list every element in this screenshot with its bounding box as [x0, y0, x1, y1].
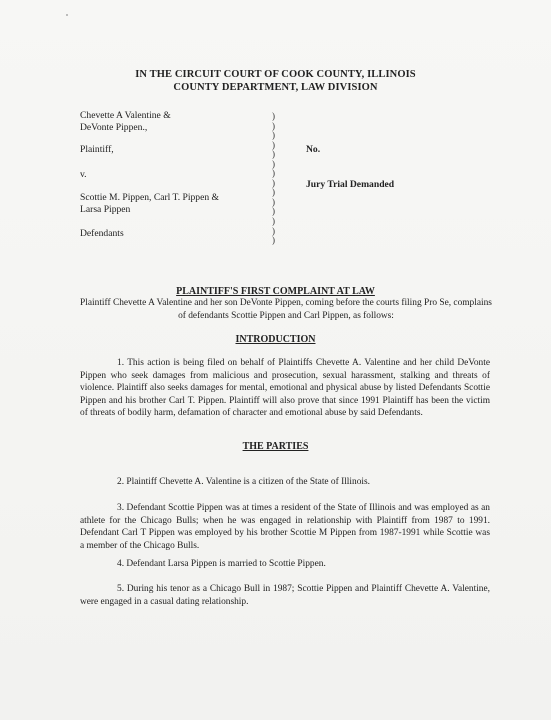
plaintiff-name-line2: DeVonte Pippen., [80, 122, 148, 133]
defendant-name-line2: Larsa Pippen [80, 204, 131, 215]
plaintiff-name-line1: Chevette A Valentine & [80, 110, 171, 121]
defendants-label: Defendants [80, 228, 124, 239]
case-number-label: No. [306, 144, 321, 155]
paragraph-2: 2. Plaintiff Chevette A. Valentine is a citizen of the State of Illinois. [117, 477, 370, 487]
court-header [0, 68, 551, 94]
complaint-intro: Plaintiff Chevette A Valentine and her son DeVonte Pippen, coming before the courts filing Pro Se, complains of defendants Scottie Pippen and Carl Pippen, as follows: [80, 298, 492, 321]
court-name: IN THE CIRCUIT COURT OF COOK COUNTY, ILLINOIS [135, 69, 416, 80]
paragraph-4: 4. Defendant Larsa Pippen is married to Scottie Pippen. [117, 559, 326, 569]
parties-heading: THE PARTIES [242, 441, 309, 452]
paragraph-3: 3. Defendant Scottie Pippen was at times a resident of the State of Illinois and was employed as an athlete for the Chicago Bulls; when he was engaged in relationship with Plaintiff from 1987 to 1991. Defendant Carl T Pippen was employed by his brother Scottie M Pippen from 1987-1991 while Scottie was a member of the Chicago Bulls. [80, 503, 490, 551]
introduction-heading: INTRODUCTION [235, 334, 316, 345]
scan-speck [66, 14, 68, 16]
jury-demand: Jury Trial Demanded [306, 179, 395, 190]
versus-label: v. [80, 169, 87, 180]
paragraph-5: 5. During his tenor as a Chicago Bull in 1987; Scottie Pippen and Plaintiff Chevette A. Valentine, were engaged in a casual dating relationship. [80, 584, 490, 607]
complaint-title: PLAINTIFF'S FIRST COMPLAINT AT LAW [176, 286, 375, 297]
paragraph-1: 1. This action is being filed on behalf of Plaintiffs Chevette A. Valentine and her child DeVonte Pippen who seek damages from malicious and prosecution, sexual harassment, stalking and threats of violence. Plaintiff also seeks damages for mental, emotional and physical abuse by listed Defendants Scottie Pippen and his brother Carl T. Pippen. Plaintiff will also prove that since 1991 Plaintiff has been the victim of threats of bodily harm, defamation of character and emotional abuse by said Defendants. [80, 358, 490, 419]
caption-bracket: ) ) ) ) ) ) ) ) ) ) ) ) ) ) [272, 111, 275, 246]
court-division: COUNTY DEPARTMENT, LAW DIVISION [173, 82, 378, 93]
plaintiff-label: Plaintiff, [80, 144, 114, 155]
defendant-name-line1: Scottie M. Pippen, Carl T. Pippen & [80, 192, 220, 203]
